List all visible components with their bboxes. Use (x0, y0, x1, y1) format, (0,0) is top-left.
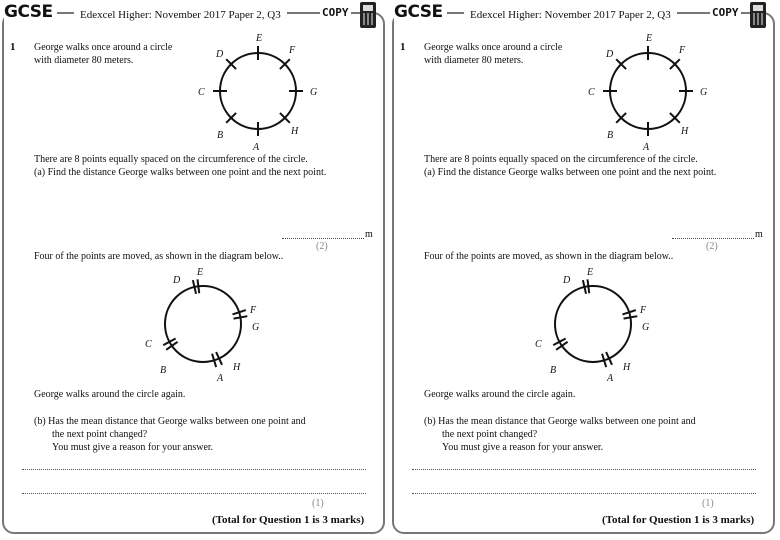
diagram2-label-g: G (252, 322, 260, 333)
answer-line-b-2[interactable] (22, 493, 366, 494)
part-b-line-2: the next point changed? (52, 429, 148, 440)
diagram2-label-f: F (250, 305, 257, 316)
gcse-logo: GCSE (4, 2, 57, 22)
diagram1-label-b: B (607, 130, 614, 141)
diagram1-label-a: A (253, 142, 260, 153)
part-b-line-1: (b) Has the mean distance that George walks between one point and (34, 416, 306, 427)
answer-unit: m (755, 229, 763, 240)
part-b-line-1: (b) Has the mean distance that George walks between one point and (424, 416, 696, 427)
diagram2-label-c: C (535, 339, 542, 350)
moved-text: Four of the points are moved, as shown in the diagram below.. (34, 251, 284, 262)
diagram2-tick-3 (234, 316, 248, 318)
diagram1-label-e: E (256, 33, 263, 44)
diagram1-label-f: F (679, 45, 686, 56)
diagram2-label-d: D (173, 275, 181, 286)
marks-a: (2) (706, 241, 718, 252)
moved-text: Four of the points are moved, as shown in the diagram below.. (424, 251, 674, 262)
worksheet-panel-right (390, 0, 780, 540)
diagram2-label-e: E (587, 267, 594, 278)
exam-title: Edexcel Higher: November 2017 Paper 2, Q3 (464, 9, 677, 21)
circle-diagram-1 (588, 33, 707, 153)
total-marks: (Total for Question 1 is 3 marks) (212, 514, 365, 526)
diagram2-label-f: F (640, 305, 647, 316)
part-a-text: (a) Find the distance George walks between one point and the next point. (34, 167, 327, 178)
diagram2-label-h: H (233, 362, 241, 373)
total-marks: (Total for Question 1 is 3 marks) (602, 514, 755, 526)
marks-b: (1) (312, 498, 324, 509)
diagram1-label-c: C (198, 87, 205, 98)
answer-line-b-2[interactable] (412, 493, 756, 494)
part-b-line-3: You must give a reason for your answer. (52, 442, 214, 453)
diagram1-label-c: C (588, 87, 595, 98)
diagram1-label-e: E (646, 33, 653, 44)
diagram2-label-b: B (550, 365, 557, 376)
part-b-line-2: the next point changed? (442, 429, 538, 440)
copy-label: COPY (712, 6, 739, 19)
diagram1-label-d: D (606, 49, 614, 60)
exam-title: Edexcel Higher: November 2017 Paper 2, Q3 (74, 9, 287, 21)
intro-line-1: George walks once around a circle (34, 42, 173, 53)
answer-line-a[interactable] (282, 238, 364, 239)
diagram2-label-d: D (563, 275, 571, 286)
diagram2-label-h: H (623, 362, 631, 373)
marks-a: (2) (316, 241, 328, 252)
diagram2-tick-3 (624, 316, 638, 318)
diagram2-label-a: A (217, 373, 224, 384)
copy-label: COPY (322, 6, 349, 19)
diagram1-label-h: H (681, 126, 689, 137)
part-b-line-3: You must give a reason for your answer. (442, 442, 604, 453)
answer-line-a[interactable] (672, 238, 754, 239)
points-text: There are 8 points equally spaced on the circumference of the circle. (424, 154, 698, 165)
intro-line-2: with diameter 80 meters. (34, 55, 134, 66)
diagram1-label-g: G (700, 87, 708, 98)
diagram2-tick-0 (198, 279, 200, 293)
again-text: George walks around the circle again. (424, 389, 576, 400)
marks-b: (1) (702, 498, 714, 509)
points-text: There are 8 points equally spaced on the circumference of the circle. (34, 154, 308, 165)
circle-diagram-2 (145, 267, 259, 384)
diagram1-label-b: B (217, 130, 224, 141)
question-number: 1 (10, 41, 16, 53)
part-a-text: (a) Find the distance George walks between one point and the next point. (424, 167, 717, 178)
diagram2-label-a: A (607, 373, 614, 384)
again-text: George walks around the circle again. (34, 389, 186, 400)
intro-line-1: George walks once around a circle (424, 42, 563, 53)
diagram2-tick-0 (588, 279, 590, 293)
diagram1-label-h: H (291, 126, 299, 137)
intro-line-2: with diameter 80 meters. (424, 55, 524, 66)
diagram2-label-g: G (642, 322, 650, 333)
diagram1-label-d: D (216, 49, 224, 60)
diagram1-label-a: A (643, 142, 650, 153)
diagram1-label-g: G (310, 87, 318, 98)
diagrams (390, 0, 780, 540)
gcse-logo: GCSE (394, 2, 447, 22)
answer-line-b-1[interactable] (22, 469, 366, 470)
answer-line-b-1[interactable] (412, 469, 756, 470)
diagram1-label-f: F (289, 45, 296, 56)
diagram2-label-c: C (145, 339, 152, 350)
diagram2-label-b: B (160, 365, 167, 376)
question-number: 1 (400, 41, 406, 53)
answer-unit: m (365, 229, 373, 240)
circle-diagram-1 (198, 33, 317, 153)
circle-diagram-2 (535, 267, 649, 384)
diagram2-label-e: E (197, 267, 204, 278)
